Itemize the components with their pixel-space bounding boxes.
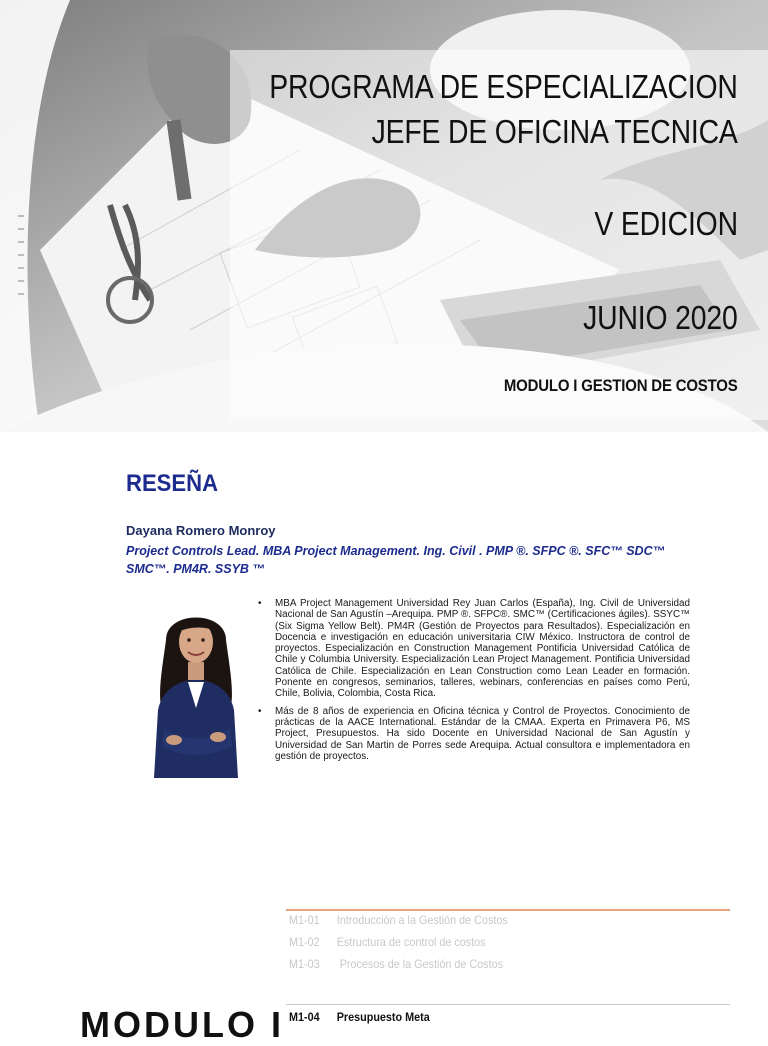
instructor-portrait — [138, 600, 254, 778]
module-code: M1-03 — [289, 957, 320, 971]
module-code: M1-04 — [289, 1010, 320, 1024]
instructor-credentials: Project Controls Lead. MBA Project Management. Ing. Civil . PMP ®. SFPC ®. SFC™ SDC™ SMC™. PM4R. SSYB ™ — [126, 544, 666, 576]
hero-date: JUNIO 2020 — [583, 299, 738, 336]
module-list-top-divider — [286, 909, 730, 911]
hero-edition: V EDICION — [594, 205, 738, 242]
resena-heading: RESEÑA — [126, 470, 219, 497]
module-title: Estructura de control de costos — [336, 935, 486, 949]
module-list-item — [289, 957, 503, 971]
hero-banner — [0, 0, 768, 432]
bio-item-experience — [258, 706, 690, 762]
hero-module-label: MODULO I GESTION DE COSTOS — [504, 376, 738, 395]
module-big-heading: MODULO I — [80, 1004, 284, 1045]
module-title: Procesos de la Gestión de Costos — [336, 957, 503, 971]
bullet-point: • — [258, 598, 262, 609]
module-list-item-active — [289, 1010, 430, 1024]
module-list-divider — [286, 1004, 730, 1005]
module-title: Introducción a la Gestión de Costos — [336, 913, 508, 927]
module-code: M1-01 — [289, 913, 320, 927]
bio-item-text: Más de 8 años de experiencia en Oficina técnica y Control de Proyectos. Conocimiento de prácticas de la AACE International. Estándar de la CMAA. Experta en Primavera P6, MS Project, Presupuestos. Ha sido Docente en Universidad Nacional de San Agustín y Universidad de San Martin de Porres sede Arequipa. Actual consultora e implementadora en gestión de proyectos. — [275, 705, 690, 762]
instructor-name: Dayana Romero Monroy — [126, 523, 276, 538]
hero-title-program: PROGRAMA DE ESPECIALIZACION — [269, 68, 738, 105]
instructor-bio-list — [258, 598, 690, 768]
hero-title-role: JEFE DE OFICINA TECNICA — [371, 113, 738, 150]
bio-item-education — [258, 598, 690, 700]
module-list-item — [289, 935, 486, 949]
bullet-point: • — [258, 705, 262, 717]
module-code: M1-02 — [289, 935, 320, 949]
module-title: Presupuesto Meta — [336, 1010, 430, 1024]
bio-item-text: MBA Project Management Universidad Rey Juan Carlos (España), Ing. Civil de Universidad Nacional de San Agustín –Arequipa. PMP ®. SFPC®. SMC™ (Certificaciones ágiles). SSYC™ (Six Sigma Yellow Belt). PM4R (Gestión de Proyectos para Resultados). Especialización en Docencia e investigación en educación universitaria CIW México. Instructora de control de proyectos. Especialización en Construction Management Pontificia Universidad Católica de Chile y Columbia University. Especialización Lean Project Management. Pontificia Universidad Católica de Chile. Especialización en Lean Construction como Lean Leader en formación. Ponente en congresos, seminarios, talleres, webinars, conferencias en países como Perú, Chile, Bolivia, Colombia, Costa Rica. — [275, 598, 690, 700]
module-list-item — [289, 913, 508, 927]
